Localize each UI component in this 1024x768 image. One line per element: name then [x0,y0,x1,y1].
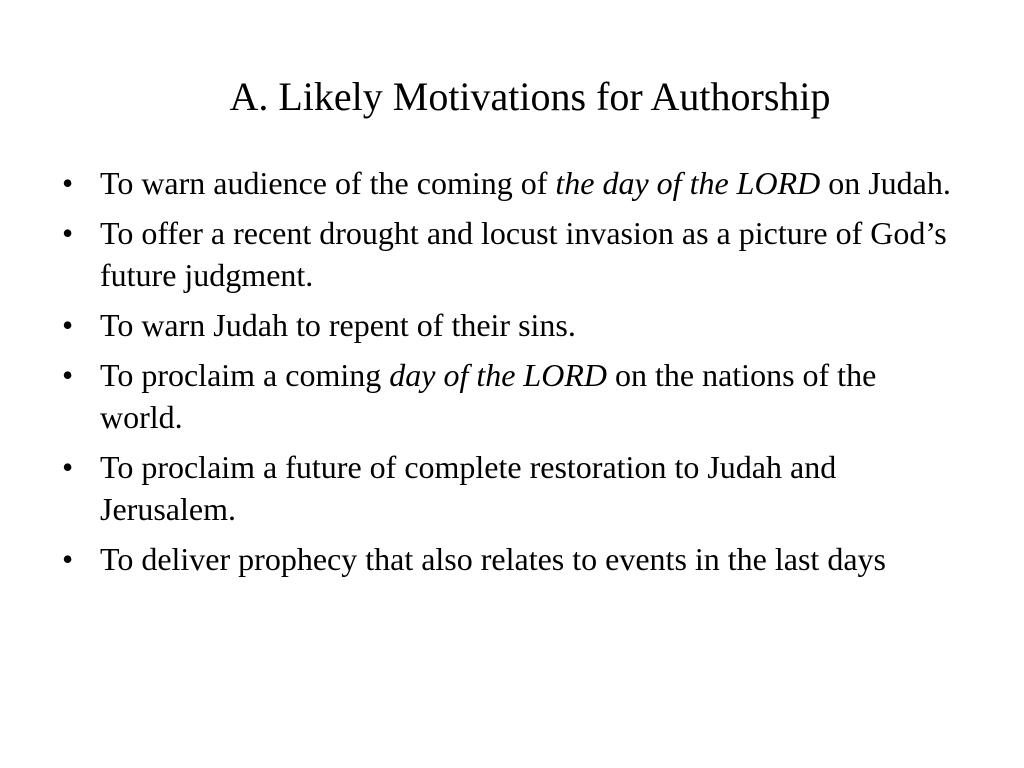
bullet-dot-icon: • [62,165,74,201]
bullet-item [62,354,962,438]
bullet-text: To warn audience of the coming of [100,165,556,201]
bullet-dot-icon: • [62,357,74,393]
bullet-text: To proclaim a coming [100,357,390,393]
bullet-text: on Judah. [820,165,951,201]
bullet-item [62,212,962,296]
bullet-text: on the nations of the world. [100,357,877,435]
bullet-dot-icon: • [62,541,74,577]
bullet-dot-icon: • [62,215,74,251]
bullet-dot-icon: • [62,449,74,485]
bullet-text: To deliver prophecy that also relates to events in the last days [100,541,886,577]
bullet-text-emphasis: the day of the LORD [555,165,821,201]
bullet-text: To warn Judah to repent of their sins. [100,307,576,343]
slide-title: A. Likely Motivations for Authorship [229,74,831,119]
bullet-item [62,446,962,530]
bullet-text-emphasis: day of the LORD [389,357,607,393]
bullet-list [62,162,962,588]
bullet-text: To proclaim a future of complete restoration to Judah and Jerusalem. [100,449,837,527]
bullet-item [62,538,962,580]
bullet-text: To offer a recent drought and locust invasion as a picture of God’s future judgment. [100,215,947,293]
bullet-item [62,304,962,346]
bullet-dot-icon: • [62,307,74,343]
bullet-item [62,162,962,204]
